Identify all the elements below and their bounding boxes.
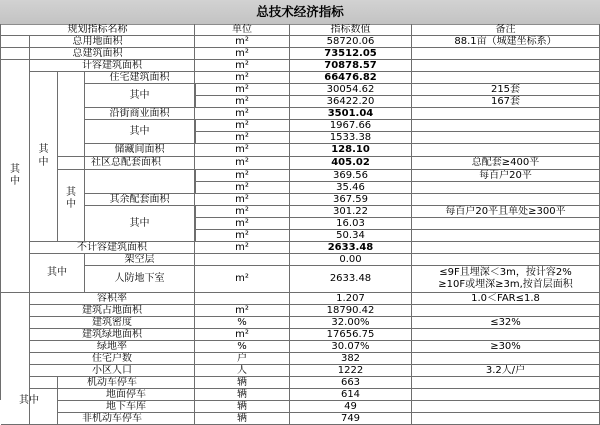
- row-note: [412, 377, 600, 389]
- row-unit: m²: [195, 170, 290, 182]
- row-value: 73512.05: [290, 48, 412, 60]
- group-cell: 其 中: [1, 60, 30, 293]
- header-value: 指标数值: [290, 24, 412, 36]
- row-note: [412, 108, 600, 120]
- row-unit: m²: [195, 120, 290, 132]
- row-unit: m²: [195, 132, 290, 144]
- row-note: [412, 218, 600, 230]
- row-name: 架空层: [85, 254, 195, 266]
- row-note: 88.1亩（城建坐标系）: [412, 36, 600, 48]
- row-name: 储藏间面积: [85, 144, 195, 157]
- group-cell: 其中: [30, 254, 85, 293]
- row-name: 容积率: [30, 293, 195, 305]
- row-note: [412, 72, 600, 84]
- row-note: 1.0＜FAR≤1.8: [412, 293, 600, 305]
- row-value: 58720.06: [290, 36, 412, 48]
- row-unit: 辆: [195, 377, 290, 389]
- row-name: 地下车库: [58, 401, 195, 413]
- row-note: [412, 194, 600, 206]
- row-unit: m²: [195, 218, 290, 230]
- row-note: 每百户20平: [412, 170, 600, 182]
- row-note: [412, 401, 600, 413]
- row-value: 663: [290, 377, 412, 389]
- row-name: 绿地率: [30, 341, 195, 353]
- row-name: 总用地面积: [1, 36, 195, 48]
- row-unit: m²: [195, 242, 290, 254]
- row-note: [412, 413, 600, 425]
- row-name: 机动车停车: [30, 377, 195, 389]
- row-name: 小区人口: [30, 365, 195, 377]
- row-value: 1.207: [290, 293, 412, 305]
- row-value: 1222: [290, 365, 412, 377]
- row-value: 2633.48: [290, 242, 412, 254]
- row-unit: 辆: [195, 389, 290, 401]
- row-name: 人防地下室: [85, 266, 195, 293]
- row-note: 总配套≥400平: [412, 157, 600, 170]
- group-cell: 其中: [85, 120, 195, 144]
- row-unit: %: [195, 317, 290, 329]
- row-unit: m²: [195, 60, 290, 72]
- row-unit: m²: [195, 206, 290, 218]
- group-cell: 其中: [1, 377, 58, 425]
- row-value: 301.22: [290, 206, 412, 218]
- row-unit: 户: [195, 353, 290, 365]
- row-name: 沿街商业面积: [85, 108, 195, 120]
- row-value: 66476.82: [290, 72, 412, 84]
- group-cell: 其中: [85, 206, 195, 242]
- row-value: 18790.42: [290, 305, 412, 317]
- row-note: ≤32%: [412, 317, 600, 329]
- row-unit: [195, 293, 290, 305]
- row-value: 70878.57: [290, 60, 412, 72]
- row-value: 49: [290, 401, 412, 413]
- row-name: 计容建筑面积: [30, 60, 195, 72]
- row-note: 3.2人/户: [412, 365, 600, 377]
- row-unit: 辆: [195, 413, 290, 425]
- row-unit: m²: [195, 144, 290, 157]
- row-unit: m²: [195, 96, 290, 108]
- row-note: [412, 230, 600, 242]
- row-unit: m²: [195, 36, 290, 48]
- row-name: 住宅建筑面积: [85, 72, 195, 84]
- row-note: 167套: [412, 96, 600, 108]
- row-name: 住宅户数: [30, 353, 195, 365]
- row-unit: %: [195, 341, 290, 353]
- row-note: [412, 182, 600, 194]
- row-unit: m²: [195, 108, 290, 120]
- row-note: [412, 254, 600, 266]
- row-note: ≤9F且埋深＜3m，按计容2% ≥10F或埋深≥3m,按首层面积: [412, 266, 600, 293]
- header-name: 规划指标名称: [1, 24, 195, 36]
- header-unit: 单位: [195, 24, 290, 36]
- group-cell: 其 中: [30, 72, 58, 242]
- row-note: [412, 48, 600, 60]
- row-value: 2633.48: [290, 266, 412, 293]
- row-note: [412, 132, 600, 144]
- group-cell: 其 中: [58, 157, 85, 242]
- row-unit: m²: [195, 329, 290, 341]
- row-unit: m²: [195, 72, 290, 84]
- row-value: 128.10: [290, 144, 412, 157]
- row-value: 369.56: [290, 170, 412, 182]
- row-name: 非机动车停车: [30, 413, 195, 425]
- row-unit: m²: [195, 157, 290, 170]
- row-value: 382: [290, 353, 412, 365]
- row-note: ≥30%: [412, 341, 600, 353]
- row-name: 建筑密度: [30, 317, 195, 329]
- row-name: 社区总配套面积: [58, 157, 195, 170]
- row-note: [412, 242, 600, 254]
- row-value: 405.02: [290, 157, 412, 170]
- row-value: 36422.20: [290, 96, 412, 108]
- row-note: [412, 120, 600, 132]
- row-unit: m²: [195, 84, 290, 96]
- row-note: [412, 60, 600, 72]
- row-note: [412, 305, 600, 317]
- row-value: 1967.66: [290, 120, 412, 132]
- header-note: 备注: [412, 24, 600, 36]
- row-value: 50.34: [290, 230, 412, 242]
- row-name: 建筑占地面积: [30, 305, 195, 317]
- row-note: 215套: [412, 84, 600, 96]
- row-value: 0.00: [290, 254, 412, 266]
- row-value: 32.00%: [290, 317, 412, 329]
- row-note: 每百户20平且单处≥300平: [412, 206, 600, 218]
- row-unit: m²: [195, 266, 290, 293]
- table-title: 总技术经济指标: [0, 0, 600, 25]
- row-name: 建筑绿地面积: [30, 329, 195, 341]
- row-unit: 辆: [195, 401, 290, 413]
- row-unit: m²: [195, 305, 290, 317]
- row-note: [412, 144, 600, 157]
- row-unit: m²: [195, 230, 290, 242]
- row-note: [412, 329, 600, 341]
- row-name: 地面停车: [58, 389, 195, 401]
- row-value: 614: [290, 389, 412, 401]
- row-value: 16.03: [290, 218, 412, 230]
- row-value: 17656.75: [290, 329, 412, 341]
- group-cell: [85, 170, 195, 194]
- row-note: [412, 353, 600, 365]
- row-value: 3501.04: [290, 108, 412, 120]
- row-unit: m²: [195, 194, 290, 206]
- row-unit: [195, 254, 290, 266]
- row-name: 不计容建筑面积: [30, 242, 195, 254]
- row-name: 总建筑面积: [1, 48, 195, 60]
- row-name: 其余配套面积: [85, 194, 195, 206]
- row-value: 30054.62: [290, 84, 412, 96]
- row-unit: m²: [195, 182, 290, 194]
- row-note: [412, 389, 600, 401]
- row-value: 1533.38: [290, 132, 412, 144]
- group-cell: [58, 72, 85, 157]
- row-value: 30.07%: [290, 341, 412, 353]
- row-unit: 人: [195, 365, 290, 377]
- group-cell: 其中: [85, 84, 195, 108]
- row-value: 367.59: [290, 194, 412, 206]
- row-value: 749: [290, 413, 412, 425]
- row-value: 35.46: [290, 182, 412, 194]
- row-unit: m²: [195, 48, 290, 60]
